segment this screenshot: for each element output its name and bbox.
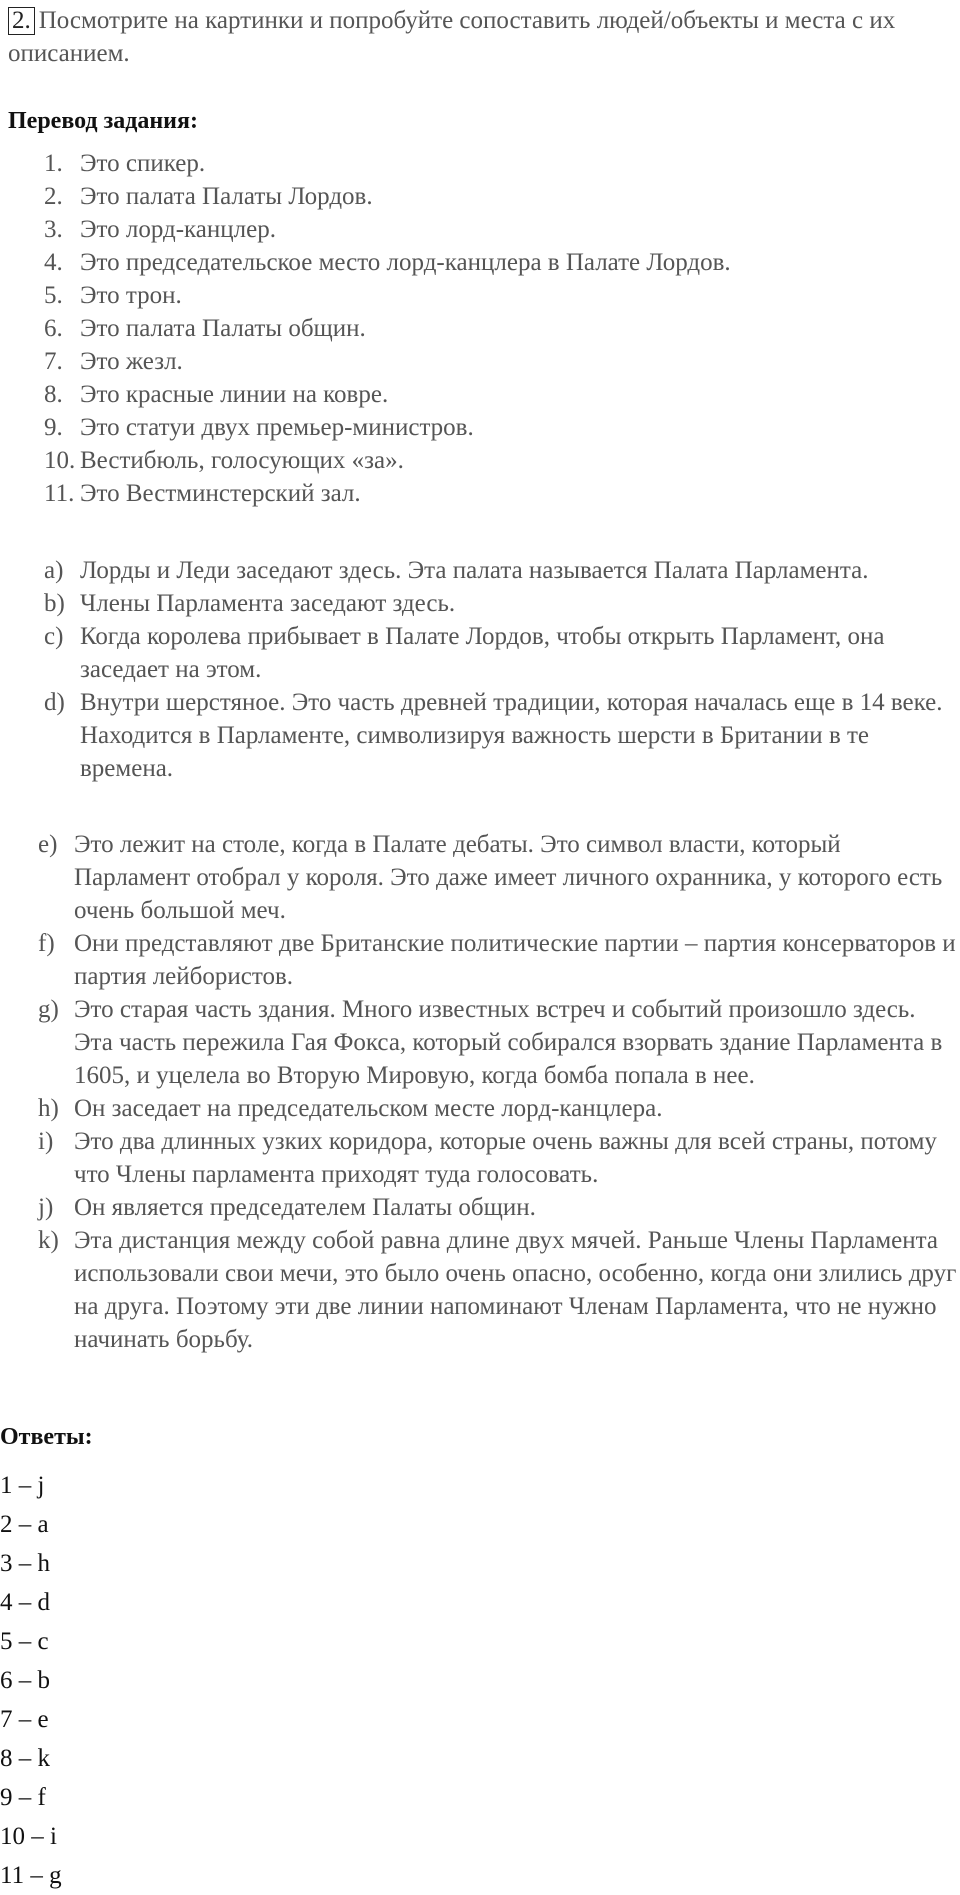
- item-number: 7.: [44, 348, 63, 375]
- description-item: [44, 587, 960, 620]
- item-text: Когда королева прибывает в Палате Лордов, чтобы открыть Парламент, она заседает на этом.: [80, 623, 885, 683]
- answer-item: 4 – d: [0, 1589, 50, 1616]
- item-number: k): [38, 1227, 59, 1254]
- description-item: [38, 828, 958, 927]
- item-number: 2.: [44, 183, 63, 210]
- list-item: [44, 477, 731, 510]
- item-number: 6.: [44, 315, 63, 342]
- item-number: d): [44, 689, 65, 716]
- item-text: Это лорд-канцлер.: [80, 216, 276, 243]
- task-text: Посмотрите на картинки и попробуйте сопоставить людей/объекты и места с их описанием.: [8, 7, 896, 67]
- item-text: Он заседает на председательском месте лорд-канцлера.: [74, 1095, 663, 1122]
- list-item: [44, 312, 731, 345]
- description-list-e-k: [38, 828, 958, 1356]
- item-number: j): [38, 1194, 54, 1221]
- description-item: [38, 927, 958, 993]
- answers-title: Ответы:: [0, 1424, 93, 1450]
- item-number: 4.: [44, 249, 63, 276]
- item-text: Вестибюль, голосующих «за».: [80, 447, 404, 474]
- item-number: 8.: [44, 381, 63, 408]
- description-item: [38, 1224, 958, 1356]
- list-item: [44, 444, 731, 477]
- item-text: Он является председателем Палаты общин.: [74, 1194, 536, 1221]
- item-number: 5.: [44, 282, 63, 309]
- item-number: f): [38, 930, 55, 957]
- description-item: [44, 620, 960, 686]
- item-number: i): [38, 1128, 54, 1155]
- item-text: Внутри шерстяное. Это часть древней традиции, которая началась еще в 14 веке. Находится в Парламенте, символизируя важность шерсти в Британии в те времена.: [80, 689, 943, 782]
- answers-list: [0, 1466, 62, 1895]
- list-item: [44, 147, 731, 180]
- translation-title: Перевод задания:: [8, 108, 198, 134]
- item-number: g): [38, 996, 59, 1023]
- description-item: [38, 1125, 958, 1191]
- answer-item: 7 – e: [0, 1706, 49, 1733]
- task-number: 2.: [8, 7, 35, 35]
- item-text: Это Вестминстерский зал.: [80, 480, 361, 507]
- description-item: [38, 993, 958, 1092]
- item-number: 11.: [44, 480, 75, 507]
- item-number: b): [44, 590, 65, 617]
- list-item: [44, 411, 731, 444]
- item-text: Это палата Палаты общин.: [80, 315, 366, 342]
- answer-item: 10 – i: [0, 1823, 57, 1850]
- answer-item: 5 – c: [0, 1628, 49, 1655]
- item-text: Это жезл.: [80, 348, 183, 375]
- list-item: [44, 279, 731, 312]
- item-text: Это трон.: [80, 282, 182, 309]
- numbered-list: [44, 147, 731, 510]
- description-item: [38, 1092, 958, 1125]
- answer-item: 1 – j: [0, 1472, 45, 1499]
- answer-item: 11 – g: [0, 1862, 62, 1889]
- item-text: Это статуи двух премьер-министров.: [80, 414, 474, 441]
- item-number: a): [44, 557, 64, 584]
- list-item: [44, 246, 731, 279]
- task-header: [8, 4, 948, 70]
- list-item: [44, 345, 731, 378]
- item-text: Это старая часть здания. Много известных встреч и событий произошло здесь. Эта часть пережила Гая Фокса, который собирался взорвать здание Парламента в 1605, и уцелела во Вторую Мировую, когда бомба попала в нее.: [74, 996, 943, 1089]
- item-number: h): [38, 1095, 59, 1122]
- answer-item: 9 – f: [0, 1784, 46, 1811]
- item-number: 9.: [44, 414, 63, 441]
- answer-item: 8 – k: [0, 1745, 50, 1772]
- list-item: [44, 213, 731, 246]
- answer-item: 6 – b: [0, 1667, 50, 1694]
- item-text: Это палата Палаты Лордов.: [80, 183, 373, 210]
- description-item: [44, 554, 960, 587]
- list-item: [44, 180, 731, 213]
- description-list-a-d: [44, 554, 960, 785]
- answer-item: 3 – h: [0, 1550, 50, 1577]
- item-number: 10.: [44, 447, 76, 474]
- list-item: [44, 378, 731, 411]
- item-number: 1.: [44, 150, 63, 177]
- answer-item: 2 – a: [0, 1511, 49, 1538]
- item-text: Это два длинных узких коридора, которые очень важны для всей страны, потому что Члены парламента приходят туда голосовать.: [74, 1128, 937, 1188]
- item-number: e): [38, 831, 58, 858]
- description-item: [38, 1191, 958, 1224]
- item-text: Эта дистанция между собой равна длине двух мячей. Раньше Члены Парламента использовали свои мечи, это было очень опасно, особенно, когда они злились друг на друга. Поэтому эти две линии напоминают Членам Парламента, что не нужно начинать борьбу.: [74, 1227, 957, 1353]
- item-text: Это красные линии на ковре.: [80, 381, 389, 408]
- item-text: Это лежит на столе, когда в Палате дебаты. Это символ власти, который Парламент отобрал у короля. Это даже имеет личного охранника, у которого есть очень большой меч.: [74, 831, 943, 924]
- item-text: Лорды и Леди заседают здесь. Эта палата называется Палата Парламента.: [80, 557, 869, 584]
- item-text: Члены Парламента заседают здесь.: [80, 590, 456, 617]
- item-text: Они представляют две Британские политические партии – партия консерваторов и партия лейбористов.: [74, 930, 956, 990]
- item-text: Это спикер.: [80, 150, 206, 177]
- item-text: Это председательское место лорд-канцлера в Палате Лордов.: [80, 249, 731, 276]
- description-item: [44, 686, 960, 785]
- item-number: c): [44, 623, 64, 650]
- item-number: 3.: [44, 216, 63, 243]
